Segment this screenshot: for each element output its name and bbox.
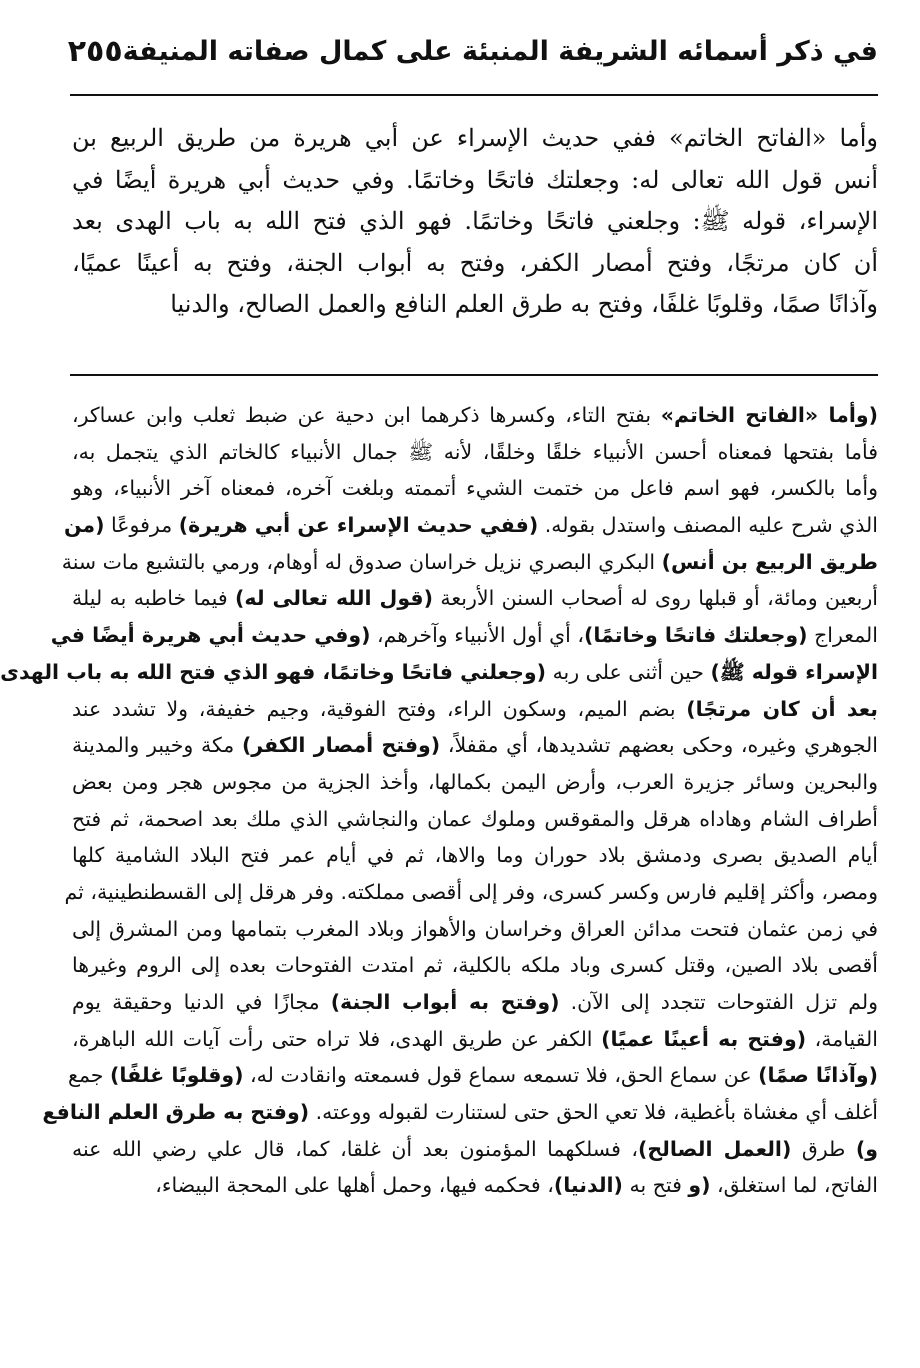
text-span: الإسراء، قوله ﷺ: وجلعني فاتحًا وخاتمًا. فهو الذي فتح الله به باب الهدى بعد: [72, 207, 878, 235]
quoted-main-text-span: (وفتح به طرق العلم النافع: [42, 1100, 310, 1125]
header-rule: [70, 94, 878, 96]
text-span: فأما بفتحها فمعناه أحسن الأنبياء خلقًا وخلقًا، لأنه ﷺ جمال الأنبياء كالخاتم الذي يتجمل به،: [72, 439, 878, 464]
text-span: فتح به: [622, 1173, 689, 1198]
commentary-line: [72, 727, 878, 764]
quoted-main-text-span: (وجعلتك فاتحًا وخاتمًا): [583, 623, 808, 648]
commentary-line: [72, 1021, 878, 1058]
text-span: مرفوعًا: [104, 513, 179, 538]
commentary-line: [0, 654, 878, 691]
text-span: أن كان مرتجًا، وفتح أمصار الكفر، وفتح به أبواب الجنة، وفتح به أعينًا عميًا،: [72, 248, 878, 277]
quoted-main-text-span: (وفتح به أعينًا عميًا): [601, 1026, 807, 1051]
text-span: مكة وخيبر والمدينة: [72, 733, 242, 758]
text-span: وأما بالكسر، فهو اسم فاعل من ختمت الشيء أتممته وبلغت آخره، فمعناه آخر الأنبياء، وهو: [72, 476, 878, 501]
commentary-line: [63, 507, 878, 544]
text-span: الفاتح، لما استغلق،: [710, 1173, 878, 1198]
quoted-main-text-span: (الدنيا): [553, 1173, 623, 1198]
commentary-line: [61, 544, 878, 581]
main-text-line: [72, 243, 878, 285]
commentary-line: [72, 434, 878, 471]
text-span: الذي شرح عليه المصنف واستدل بقوله.: [538, 513, 878, 538]
quoted-main-text-span: (وجعلني فاتحًا وخاتمًا، فهو الذي فتح الله به باب الهدى: [0, 659, 547, 684]
commentary-separator-rule: [70, 374, 878, 376]
text-span: القيامة،: [806, 1026, 878, 1051]
commentary-line: [72, 837, 878, 874]
text-span: أنس قول الله تعالى له: وجعلتك فاتحًا وخاتمًا. وفي حديث أبي هريرة أيضًا في: [72, 165, 878, 194]
text-span: ، فسلكهما المؤمنون بعد أن غلقا، كما، قال علي رضي الله عنه: [72, 1136, 639, 1161]
text-span: ، أي أول الأنبياء وآخرهم،: [370, 623, 584, 648]
quoted-main-text-span: (ففي حديث الإسراء عن أبي هريرة): [178, 513, 539, 538]
commentary-line: [72, 801, 878, 838]
text-span: عن سماع الحق، فلا تسمعه سماع قول فسمعته وانقادت له،: [243, 1063, 759, 1088]
commentary-line: [64, 874, 878, 911]
page-number: ٢٥٥: [67, 34, 123, 69]
text-span: والبحرين وسائر جزيرة العرب، وأرض اليمن بكمالها، وأخذ الجزية من مجوس هجر ومن بعض: [72, 769, 878, 794]
quoted-main-text-span: (وفي حديث أبي هريرة أيضًا في: [50, 623, 371, 648]
text-span: حين أثنى على ربه: [546, 659, 711, 684]
quoted-main-text-span: (قول الله تعالى له): [235, 586, 433, 611]
text-span: البكري البصري نزيل خراسان صدوق له أوهام، ورمي بالتشيع مات سنة: [61, 549, 662, 574]
commentary-line: [42, 1094, 878, 1131]
commentary-line: [72, 691, 878, 728]
commentary-line: [72, 580, 878, 617]
quoted-main-text-span: (و: [688, 1173, 711, 1198]
text-span: ومصر، وأكثر إقليم فارس وكسر كسرى، وفر إلى أقصى مملكته. وفر هرقل إلى القسطنطينية، ثم: [64, 879, 878, 904]
commentary-line: [68, 1057, 878, 1094]
text-span: طرق: [791, 1136, 856, 1161]
text-span: بفتح التاء، وكسرها ذكرهما ابن دحية عن ضبط ثعلب وابن عساكر،: [72, 403, 661, 427]
text-span: فيما خاطبه به ليلة: [72, 586, 236, 611]
text-span: ولم تزل الفتوحات تتجدد إلى الآن.: [559, 990, 878, 1014]
commentary-line: [72, 984, 878, 1021]
main-text: [72, 118, 878, 364]
text-span: بضم الميم، وسكون الراء، وفتح الفوقية، وجيم خفيفة، ولا تشدد عند: [72, 696, 687, 721]
quoted-main-text-span: (وقلوبًا غلفًا): [110, 1063, 244, 1088]
commentary-line: [50, 617, 878, 654]
quoted-main-text-span: و): [855, 1136, 878, 1161]
text-span: أقصى بلاد الصين، وقتل كسرى وباد ملكه بالكلية، ثم امتدت الفتوحات بعده إلى الروم وغيرها: [72, 953, 878, 978]
text-span: أطراف الشام وهاداه هرقل والمقوقس وملوك عمان والنجاشي الذي ملك بعد اصحمة، ثم فتح: [72, 806, 878, 831]
text-span: الكفر عن طريق الهدى، فلا تراه حتى رأت آيات الله الباهرة،: [72, 1026, 602, 1051]
main-text-line: [72, 284, 878, 326]
main-text-line: [72, 201, 878, 243]
quoted-main-text-span: (وأما «الفاتح الخاتم»: [660, 403, 878, 427]
commentary-line: [72, 911, 878, 948]
text-span: الجوهري وغيره، وحكى بعضهم تشديدها، أي مقفلاً،: [440, 733, 878, 758]
text-span: جمع: [68, 1063, 110, 1088]
main-text-line: [72, 160, 878, 202]
text-span: مجازًا في الدنيا وحقيقة يوم: [72, 990, 331, 1014]
text-span: في زمن عثمان فتحت مدائن العراق وخراسان والأهواز وبلاد المغرب بتمامها ومن المشرق إلى: [72, 916, 878, 941]
quoted-main-text-span: (وفتح أمصار الكفر): [241, 733, 441, 758]
text-span: وآذانًا صمًا، وقلوبًا غلفًا، وفتح به طرق العلم النافع والعمل الصالح، والدنيا: [170, 290, 878, 318]
commentary-text: [0, 397, 878, 1347]
quoted-main-text-span: طريق الربيع بن أنس): [661, 549, 878, 574]
commentary-line: [72, 764, 878, 801]
main-text-line: [72, 118, 878, 160]
quoted-main-text-span: (العمل الصالح): [638, 1136, 792, 1161]
text-span: أغلف أي مغشاة بأغطية، فلا تعي الحق حتى لستنارت لقبوله ووعته.: [309, 1100, 878, 1125]
quoted-main-text-span: (من: [63, 513, 105, 538]
commentary-line: [72, 1131, 878, 1168]
commentary-line: [72, 947, 878, 984]
text-span: المعراج: [807, 623, 878, 648]
quoted-main-text-span: بعد أن كان مرتجًا): [686, 696, 878, 721]
quoted-main-text-span: (وفتح به أبواب الجنة): [330, 990, 560, 1014]
commentary-line: [72, 470, 878, 507]
quoted-main-text-span: (وآذانًا صمًا): [758, 1063, 878, 1088]
text-span: أربعين ومائة، أو قبلها روى له أصحاب السنن الأربعة: [432, 586, 878, 611]
text-span: ، فحكمه فيها، وحمل أهلها على المحجة البيضاء،: [155, 1173, 554, 1198]
commentary-line: [72, 397, 878, 434]
text-span: أيام الصديق بصرى ودمشق بلاد حوران وما والاها، ثم في أيام عمر فتح البلاد الشامية كلها: [72, 843, 878, 868]
page-header: [67, 30, 878, 74]
text-span: وأما «الفاتح الخاتم» ففي حديث الإسراء عن أبي هريرة من طريق الربيع بن: [72, 124, 878, 152]
quoted-main-text-span: الإسراء قوله ﷺ): [710, 659, 878, 684]
running-title: في ذكر أسمائه الشريفة المنبئة على كمال صفاته المنيفة: [122, 36, 878, 67]
commentary-line: [72, 1167, 878, 1204]
